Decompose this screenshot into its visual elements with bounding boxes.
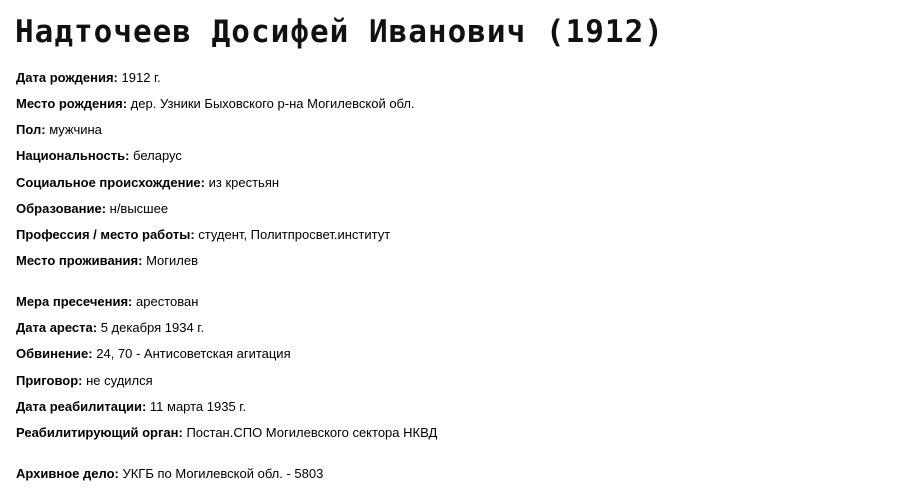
field-value: беларус xyxy=(133,148,182,163)
field-social-origin xyxy=(16,175,279,191)
field-colon: : xyxy=(78,373,87,388)
field-colon: : xyxy=(138,253,147,268)
field-colon: : xyxy=(128,294,136,309)
field-colon: : xyxy=(122,96,131,111)
field-label: Национальность xyxy=(16,148,126,163)
field-colon: : xyxy=(41,122,50,137)
field-value: из крестьян xyxy=(208,175,280,190)
field-rehabilitating-body xyxy=(16,425,437,441)
field-value: 1912 г. xyxy=(121,70,161,85)
field-value: н/высшее xyxy=(109,201,169,216)
field-occupation xyxy=(16,227,390,243)
field-restraint xyxy=(16,294,198,310)
field-education xyxy=(16,201,168,217)
field-colon: : xyxy=(101,201,110,216)
field-colon: : xyxy=(125,148,134,163)
field-label: Пол xyxy=(16,122,42,137)
field-colon: : xyxy=(88,346,97,361)
field-nationality xyxy=(16,148,182,164)
field-colon: : xyxy=(141,399,150,414)
field-value: дер. Узники Быховского р-на Могилевской обл. xyxy=(130,96,415,111)
field-value: студент, Политпросвет.институт xyxy=(198,227,391,242)
field-label: Обвинение xyxy=(16,346,89,361)
field-value: 24, 70 - Антисоветская агитация xyxy=(96,346,291,361)
field-label: Архивное дело xyxy=(16,466,115,481)
field-value: 11 марта 1935 г. xyxy=(149,399,247,414)
field-label: Образование xyxy=(16,201,102,216)
field-colon: : xyxy=(92,320,101,335)
field-label: Дата рождения xyxy=(16,70,114,85)
field-label: Место проживания xyxy=(16,253,139,268)
field-colon: : xyxy=(178,425,187,440)
field-residence xyxy=(16,253,198,269)
field-value: Могилев xyxy=(146,253,199,268)
field-colon: : xyxy=(114,466,123,481)
field-gender xyxy=(16,122,102,138)
field-archive-case xyxy=(16,466,323,482)
page-title: Надточеев Досифей Иванович (1912) xyxy=(15,14,664,50)
field-value: УКГБ по Могилевской обл. - 5803 xyxy=(122,466,324,481)
field-value: Постан.СПО Могилевского сектора НКВД xyxy=(186,425,438,440)
field-value: арестован xyxy=(136,294,199,309)
field-value: 5 декабря 1934 г. xyxy=(100,320,205,335)
field-label: Дата реабилитации xyxy=(16,399,142,414)
field-charge xyxy=(16,346,291,362)
field-rehabilitation-date xyxy=(16,399,246,415)
field-value: мужчина xyxy=(49,122,102,137)
field-label: Профессия / место работы xyxy=(16,227,191,242)
field-label: Мера пресечения xyxy=(16,294,129,309)
field-sentence xyxy=(16,373,153,389)
field-colon: : xyxy=(200,175,209,190)
field-label: Место рождения xyxy=(16,96,123,111)
field-label: Приговор xyxy=(16,373,79,388)
field-label: Социальное происхождение xyxy=(16,175,201,190)
field-colon: : xyxy=(113,70,122,85)
field-birth-place xyxy=(16,96,415,112)
field-birth-date xyxy=(16,70,161,86)
field-arrest-date xyxy=(16,320,204,336)
field-colon: : xyxy=(190,227,199,242)
field-label: Реабилитирующий орган xyxy=(16,425,179,440)
field-value: не судился xyxy=(86,373,153,388)
field-label: Дата ареста xyxy=(16,320,93,335)
